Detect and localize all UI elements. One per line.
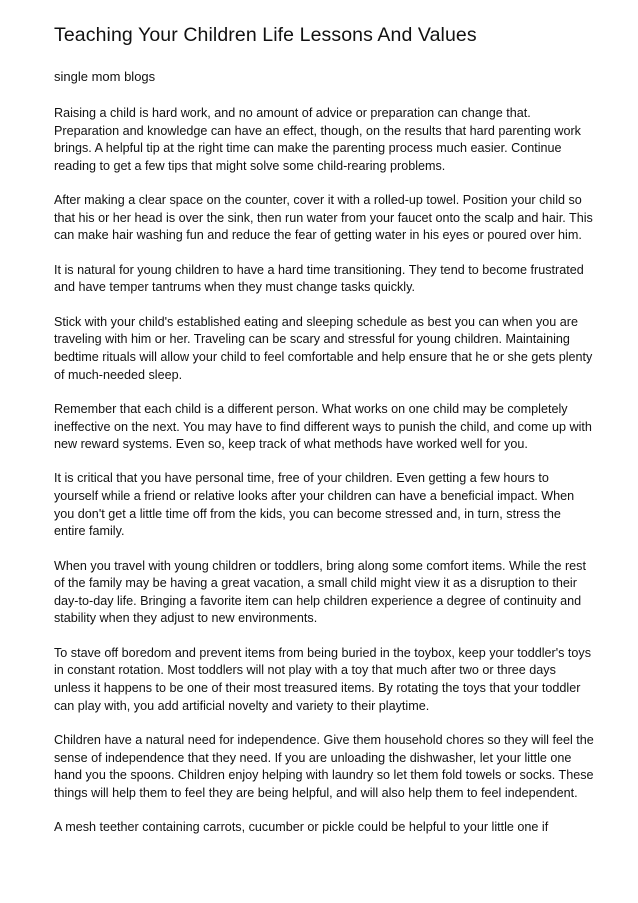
- paragraph-3: It is natural for young children to have a hard time transitioning. They tend to become frustrated and have temper tantrums when they must change tasks quickly.: [54, 262, 584, 295]
- paragraph-8: To stave off boredom and prevent items from being buried in the toybox, keep your toddler's toys in constant rotation. Most toddlers will not play with a toy that much after two or three days unless it happens to be one of their most treasured items. By rotating the toys that your toddler can play with, you add artificial novelty and variety to their playtime.: [54, 645, 592, 713]
- paragraph-4: Stick with your child's established eating and sleeping schedule as best you can when you are traveling with him or her. Traveling can be scary and stressful for young children. Maintaining bedtime rituals will allow your child to feel comfortable and help ensure that he or she gets plenty of much-needed sleep.: [54, 314, 593, 382]
- paragraph-2: After making a clear space on the counter, cover it with a rolled-up towel. Position your child so that his or her head is over the sink, then run water from your faucet onto the scalp and hair. This can make hair washing fun and reduce the fear of getting water in his eyes or poured over him.: [54, 193, 593, 243]
- document-subtitle: single mom blogs: [54, 69, 156, 84]
- paragraph-7: When you travel with young children or toddlers, bring along some comfort items. While the rest of the family may be having a great vacation, a small child might view it as a disruption to their day-to-day life. Bringing a favorite item can help children experience a degree of continuity and stability when they adjust to new environments.: [54, 558, 586, 626]
- paragraph-10: A mesh teether containing carrots, cucumber or pickle could be helpful to your little one if: [54, 820, 549, 835]
- document-title: Teaching Your Children Life Lessons And Values: [54, 24, 477, 46]
- document-page: [54, 22, 594, 854]
- paragraph-6: It is critical that you have personal time, free of your children. Even getting a few hours to yourself while a friend or relative looks after your children can have a beneficial impact. When you don't get a little time off from the kids, you can become stressed and, in turn, stress the entire family.: [54, 471, 575, 539]
- paragraph-5: Remember that each child is a different person. What works on one child may be completely ineffective on the next. You may have to find different ways to punish the child, and come up with new reward systems. Even so, keep track of what methods have worked well for you.: [54, 401, 592, 452]
- paragraph-9: Children have a natural need for independence. Give them household chores so they will feel the sense of independence that they need. If you are unloading the dishwasher, let your little one hand you the spoons. Children enjoy helping with laundry so let them fold towels or socks. These things will help them to feel they are being helpful, and will also help them to feel independent.: [54, 733, 594, 800]
- paragraph-1: Raising a child is hard work, and no amount of advice or preparation can change that. Preparation and knowledge can have an effect, though, on the results that hard parenting work brings. A helpful tip at the right time can make the parenting process much easier. Continue reading to get a few tips that might solve some child-rearing problems.: [54, 106, 581, 173]
